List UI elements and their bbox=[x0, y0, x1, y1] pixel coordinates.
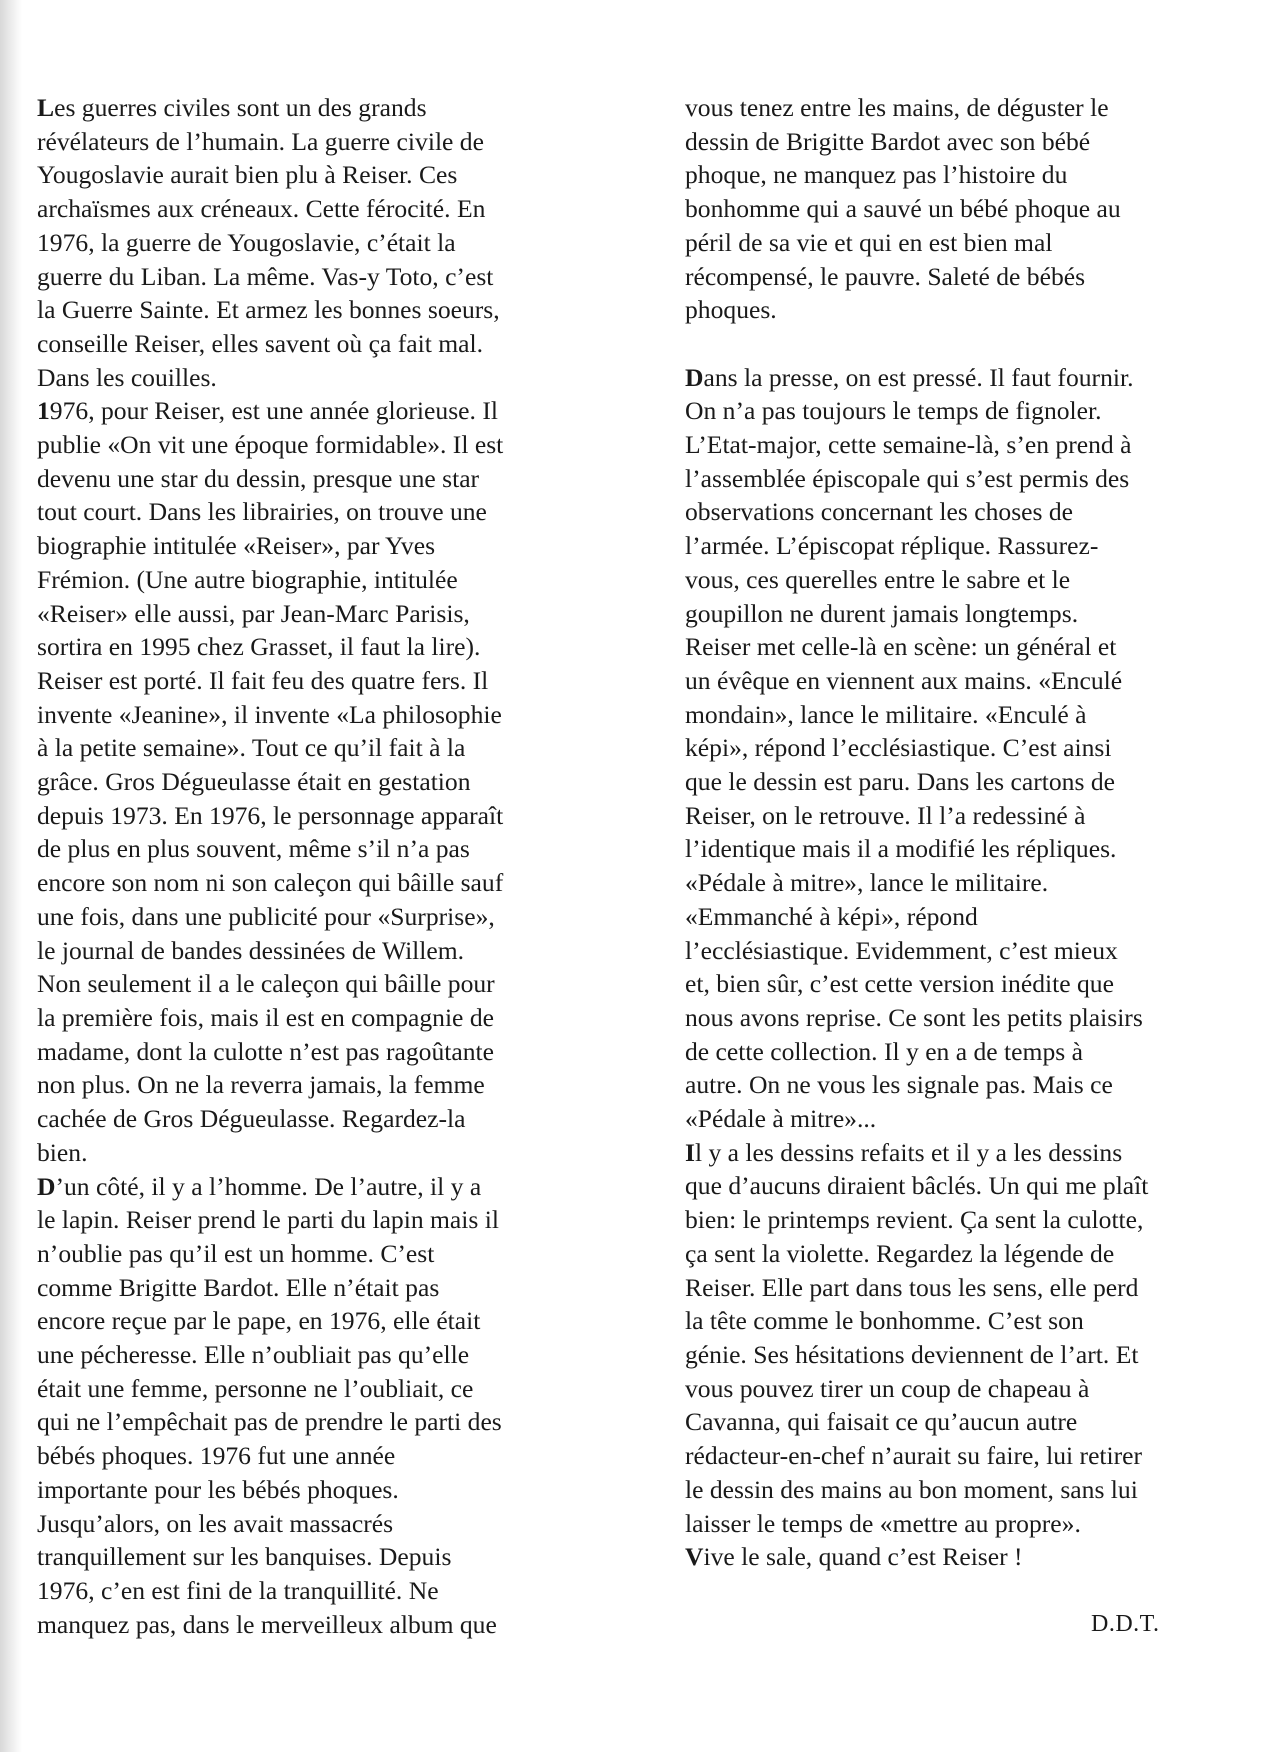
line-text: sortira en 1995 chez Grasset, il faut la lire). bbox=[37, 632, 481, 662]
line-text: l’ecclésiastique. Evidemment, c’est mieux bbox=[685, 935, 1118, 965]
text-line bbox=[685, 1271, 1230, 1305]
text-line bbox=[685, 1338, 1230, 1372]
text-line bbox=[37, 630, 597, 664]
text-line bbox=[685, 158, 1230, 192]
text-line bbox=[37, 226, 597, 260]
text-line bbox=[685, 260, 1230, 294]
text-line bbox=[37, 967, 597, 1001]
line-text: Cavanna, qui faisait ce qu’aucun autre bbox=[685, 1407, 1078, 1437]
line-text: goupillon ne durent jamais longtemps. bbox=[685, 598, 1079, 628]
line-text: bonhomme qui a sauvé un bébé phoque au bbox=[685, 194, 1121, 224]
text-line bbox=[37, 1405, 597, 1439]
text-line bbox=[685, 1203, 1230, 1237]
text-line bbox=[685, 125, 1230, 159]
text-line bbox=[685, 1507, 1230, 1541]
paragraph-gap bbox=[685, 327, 1230, 361]
line-text: Reiser. Elle part dans tous les sens, elle perd bbox=[685, 1272, 1139, 1302]
text-line bbox=[37, 563, 597, 597]
text-line bbox=[37, 428, 597, 462]
scan-gutter-shadow bbox=[0, 0, 22, 1752]
line-text: bien. bbox=[37, 1137, 88, 1167]
line-text: révélateurs de l’humain. La guerre civile de bbox=[37, 126, 484, 156]
line-text: une pécheresse. Elle n’oubliait pas qu’elle bbox=[37, 1340, 470, 1370]
text-line bbox=[685, 394, 1230, 428]
line-text: bébés phoques. 1976 fut une année bbox=[37, 1441, 396, 1471]
text-line bbox=[685, 1372, 1230, 1406]
line-text: et, bien sûr, c’est cette version inédite que bbox=[685, 969, 1114, 999]
text-line bbox=[37, 293, 597, 327]
text-line bbox=[685, 597, 1230, 631]
text-line bbox=[37, 731, 597, 765]
line-text: L’Etat-major, cette semaine-là, s’en prend à bbox=[685, 430, 1132, 460]
line-text: cachée de Gros Dégueulasse. Regardez-la bbox=[37, 1104, 466, 1134]
line-text: es guerres civiles sont un des grands bbox=[54, 93, 427, 122]
line-text: de cette collection. Il y en a de temps à bbox=[685, 1036, 1083, 1066]
text-line bbox=[37, 192, 597, 226]
line-text: Reiser est porté. Il fait feu des quatre fers. Il bbox=[37, 665, 489, 695]
text-line bbox=[685, 1237, 1230, 1271]
text-line bbox=[37, 1271, 597, 1305]
line-text: phoques. bbox=[685, 295, 777, 325]
line-text: Dans les couilles. bbox=[37, 362, 217, 392]
line-text: de plus en plus souvent, même s’il n’a pas bbox=[37, 834, 470, 864]
text-line bbox=[685, 1169, 1230, 1203]
text-line bbox=[37, 1136, 597, 1170]
text-line bbox=[685, 1405, 1230, 1439]
line-text: «Pédale à mitre»... bbox=[685, 1104, 877, 1134]
line-text: un évêque en viennent aux mains. «Enculé bbox=[685, 665, 1123, 695]
line-text: à la petite semaine». Tout ce qu’il fait à la bbox=[37, 733, 466, 763]
text-line bbox=[37, 1102, 597, 1136]
text-line bbox=[37, 91, 597, 125]
line-text: invente «Jeanine», il invente «La philosophie bbox=[37, 699, 502, 729]
line-text: ans la presse, on est pressé. Il faut fournir. bbox=[703, 362, 1134, 392]
line-text: que d’aucuns diraient bâclés. Un qui me plaît bbox=[685, 1171, 1149, 1201]
line-text: dessin de Brigitte Bardot avec son bébé bbox=[685, 126, 1091, 156]
text-line bbox=[37, 1608, 597, 1642]
line-text: une fois, dans une publicité pour «Surprise», bbox=[37, 901, 495, 931]
text-line bbox=[37, 158, 597, 192]
line-text: le dessin des mains au bon moment, sans lui bbox=[685, 1474, 1138, 1504]
text-line bbox=[685, 1035, 1230, 1069]
line-text: grâce. Gros Dégueulasse était en gestation bbox=[37, 767, 471, 797]
line-text: képi», répond l’ecclésiastique. C’est ainsi bbox=[685, 733, 1112, 763]
line-text: le lapin. Reiser prend le parti du lapin mais il bbox=[37, 1205, 499, 1235]
text-line bbox=[685, 495, 1230, 529]
text-line bbox=[685, 1068, 1230, 1102]
text-line bbox=[37, 934, 597, 968]
text-line bbox=[685, 226, 1230, 260]
text-line bbox=[37, 1372, 597, 1406]
line-text: vous pouvez tirer un coup de chapeau à bbox=[685, 1373, 1090, 1403]
line-text: tout court. Dans les librairies, on trouve une bbox=[37, 497, 487, 527]
text-line bbox=[37, 1203, 597, 1237]
line-text: ’un côté, il y a l’homme. De l’autre, il y a bbox=[55, 1171, 482, 1201]
text-line bbox=[37, 866, 597, 900]
text-line bbox=[685, 529, 1230, 563]
text-line bbox=[685, 832, 1230, 866]
line-text: l’armée. L’épiscopat réplique. Rassurez- bbox=[685, 531, 1099, 561]
author-signature: D.D.T. bbox=[1091, 1611, 1160, 1637]
text-line bbox=[685, 731, 1230, 765]
line-text: péril de sa vie et qui en est bien mal bbox=[685, 227, 1053, 257]
text-line bbox=[685, 900, 1230, 934]
line-text: comme Brigitte Bardot. Elle n’était pas bbox=[37, 1272, 440, 1302]
line-text: vous, ces querelles entre le sabre et le bbox=[685, 564, 1071, 594]
right-text-column bbox=[685, 91, 1230, 1574]
text-line bbox=[685, 664, 1230, 698]
text-line bbox=[685, 1540, 1230, 1574]
text-line bbox=[37, 1068, 597, 1102]
line-text: autre. On ne vous les signale pas. Mais ce bbox=[685, 1070, 1113, 1100]
text-line bbox=[37, 125, 597, 159]
text-line bbox=[685, 1001, 1230, 1035]
text-line bbox=[685, 698, 1230, 732]
line-text: observations concernant les choses de bbox=[685, 497, 1074, 527]
paragraph-initial: I bbox=[685, 1137, 695, 1167]
paragraph-initial: V bbox=[685, 1542, 704, 1572]
text-line bbox=[37, 1035, 597, 1069]
line-text: tranquillement sur les banquises. Depuis bbox=[37, 1542, 452, 1572]
text-line bbox=[37, 1170, 597, 1204]
text-line bbox=[37, 832, 597, 866]
line-text: «Emmanché à képi», répond bbox=[685, 901, 978, 931]
text-line bbox=[685, 1304, 1230, 1338]
text-line bbox=[685, 934, 1230, 968]
line-text: ive le sale, quand c’est Reiser ! bbox=[703, 1542, 1023, 1572]
line-text: Yougoslavie aurait bien plu à Reiser. Ces bbox=[37, 160, 458, 190]
text-line bbox=[37, 1338, 597, 1372]
text-line bbox=[37, 1237, 597, 1271]
line-text: phoque, ne manquez pas l’histoire du bbox=[685, 160, 1068, 190]
text-line bbox=[37, 597, 597, 631]
line-text: encore son nom ni son caleçon qui bâille sauf bbox=[37, 868, 504, 898]
line-text: madame, dont la culotte n’est pas ragoûtante bbox=[37, 1036, 494, 1066]
paragraph-initial: L bbox=[37, 93, 55, 122]
text-line bbox=[37, 1473, 597, 1507]
text-line bbox=[37, 260, 597, 294]
text-line bbox=[685, 91, 1230, 125]
line-text: «Pédale à mitre», lance le militaire. bbox=[685, 868, 1049, 898]
text-line bbox=[685, 630, 1230, 664]
text-line bbox=[685, 293, 1230, 327]
line-text: la Guerre Sainte. Et armez les bonnes soeurs, bbox=[37, 295, 500, 325]
text-line bbox=[37, 1540, 597, 1574]
line-text: 1976, c’en est fini de la tranquillité. Ne bbox=[37, 1575, 439, 1605]
text-line bbox=[37, 394, 597, 428]
text-line bbox=[685, 866, 1230, 900]
text-line bbox=[37, 664, 597, 698]
line-text: que le dessin est paru. Dans les cartons de bbox=[685, 767, 1115, 797]
line-text: Reiser met celle-là en scène: un général et bbox=[685, 632, 1117, 662]
line-text: récompensé, le pauvre. Saleté de bébés bbox=[685, 261, 1086, 291]
line-text: n’oublie pas qu’il est un homme. C’est bbox=[37, 1238, 435, 1268]
text-line bbox=[37, 1574, 597, 1608]
text-line bbox=[37, 698, 597, 732]
text-line bbox=[685, 799, 1230, 833]
paragraph-initial: D bbox=[685, 362, 704, 392]
line-text: encore reçue par le pape, en 1976, elle était bbox=[37, 1306, 481, 1336]
line-text: laisser le temps de «mettre au propre». bbox=[685, 1508, 1081, 1538]
line-text: devenu une star du dessin, presque une star bbox=[37, 463, 480, 493]
text-line bbox=[37, 1001, 597, 1035]
left-text-column bbox=[37, 91, 597, 1641]
line-text: depuis 1973. En 1976, le personnage apparaît bbox=[37, 800, 504, 830]
line-text: vous tenez entre les mains, de déguster le bbox=[685, 93, 1109, 122]
text-line bbox=[685, 765, 1230, 799]
line-text: l’assemblée épiscopale qui s’est permis des bbox=[685, 463, 1130, 493]
line-text: Jusqu’alors, on les avait massacrés bbox=[37, 1508, 394, 1538]
line-text: l y a les dessins refaits et il y a les dessins bbox=[694, 1137, 1123, 1167]
line-text: mondain», lance le militaire. «Enculé à bbox=[685, 699, 1087, 729]
line-text: rédacteur-en-chef n’aurait su faire, lui retirer bbox=[685, 1441, 1143, 1471]
text-line bbox=[685, 361, 1230, 395]
text-line bbox=[685, 1102, 1230, 1136]
line-text: manquez pas, dans le merveilleux album que bbox=[37, 1609, 497, 1639]
text-line bbox=[37, 327, 597, 361]
text-line bbox=[37, 1304, 597, 1338]
text-line bbox=[685, 1439, 1230, 1473]
line-text: bien: le printemps revient. Ça sent la culotte, bbox=[685, 1205, 1144, 1235]
line-text: nous avons reprise. Ce sont les petits plaisirs bbox=[685, 1002, 1143, 1032]
line-text: génie. Ses hésitations deviennent de l’art. Et bbox=[685, 1340, 1139, 1369]
line-text: était une femme, personne ne l’oubliait, ce bbox=[37, 1373, 474, 1403]
text-line bbox=[685, 192, 1230, 226]
line-text: l’identique mais il a modifié les répliques. bbox=[685, 834, 1117, 864]
text-line bbox=[685, 462, 1230, 496]
line-text: non plus. On ne la reverra jamais, la femme bbox=[37, 1070, 485, 1100]
line-text: archaïsmes aux créneaux. Cette férocité. En bbox=[37, 194, 486, 224]
text-line bbox=[37, 462, 597, 496]
text-line bbox=[37, 1507, 597, 1541]
line-text: la première fois, mais il est en compagnie de bbox=[37, 1002, 494, 1032]
line-text: Frémion. (Une autre biographie, intitulée bbox=[37, 564, 458, 594]
text-line bbox=[685, 428, 1230, 462]
text-line bbox=[685, 563, 1230, 597]
line-text: la tête comme le bonhomme. C’est son bbox=[685, 1306, 1084, 1336]
text-line bbox=[685, 967, 1230, 1001]
text-line bbox=[685, 1473, 1230, 1507]
line-text: Reiser, on le retrouve. Il l’a redessiné à bbox=[685, 800, 1086, 830]
text-line bbox=[37, 900, 597, 934]
line-text: 976, pour Reiser, est une année glorieuse. Il bbox=[49, 396, 498, 426]
line-text: guerre du Liban. La même. Vas-y Toto, c’est bbox=[37, 261, 494, 291]
text-line bbox=[37, 765, 597, 799]
text-line bbox=[37, 799, 597, 833]
line-text: importante pour les bébés phoques. bbox=[37, 1474, 399, 1504]
paragraph-initial: 1 bbox=[37, 396, 50, 426]
line-text: ça sent la violette. Regardez la légende de bbox=[685, 1238, 1115, 1268]
text-line bbox=[37, 529, 597, 563]
text-line bbox=[37, 361, 597, 395]
text-line bbox=[37, 495, 597, 529]
line-text: 1976, la guerre de Yougoslavie, c’était la bbox=[37, 227, 456, 257]
line-text: On n’a pas toujours le temps de fignoler. bbox=[685, 396, 1102, 426]
line-text: biographie intitulée «Reiser», par Yves bbox=[37, 531, 436, 561]
line-text: publie «On vit une époque formidable». Il est bbox=[37, 430, 504, 460]
paragraph-initial: D bbox=[37, 1171, 56, 1201]
line-text: «Reiser» elle aussi, par Jean-Marc Parisis, bbox=[37, 598, 470, 628]
text-line bbox=[37, 1439, 597, 1473]
text-line bbox=[685, 1136, 1230, 1170]
line-text: qui ne l’empêchait pas de prendre le parti des bbox=[37, 1407, 502, 1437]
line-text: Non seulement il a le caleçon qui bâille pour bbox=[37, 969, 495, 999]
line-text: conseille Reiser, elles savent où ça fait mal. bbox=[37, 328, 483, 358]
line-text: le journal de bandes dessinées de Willem. bbox=[37, 935, 465, 965]
